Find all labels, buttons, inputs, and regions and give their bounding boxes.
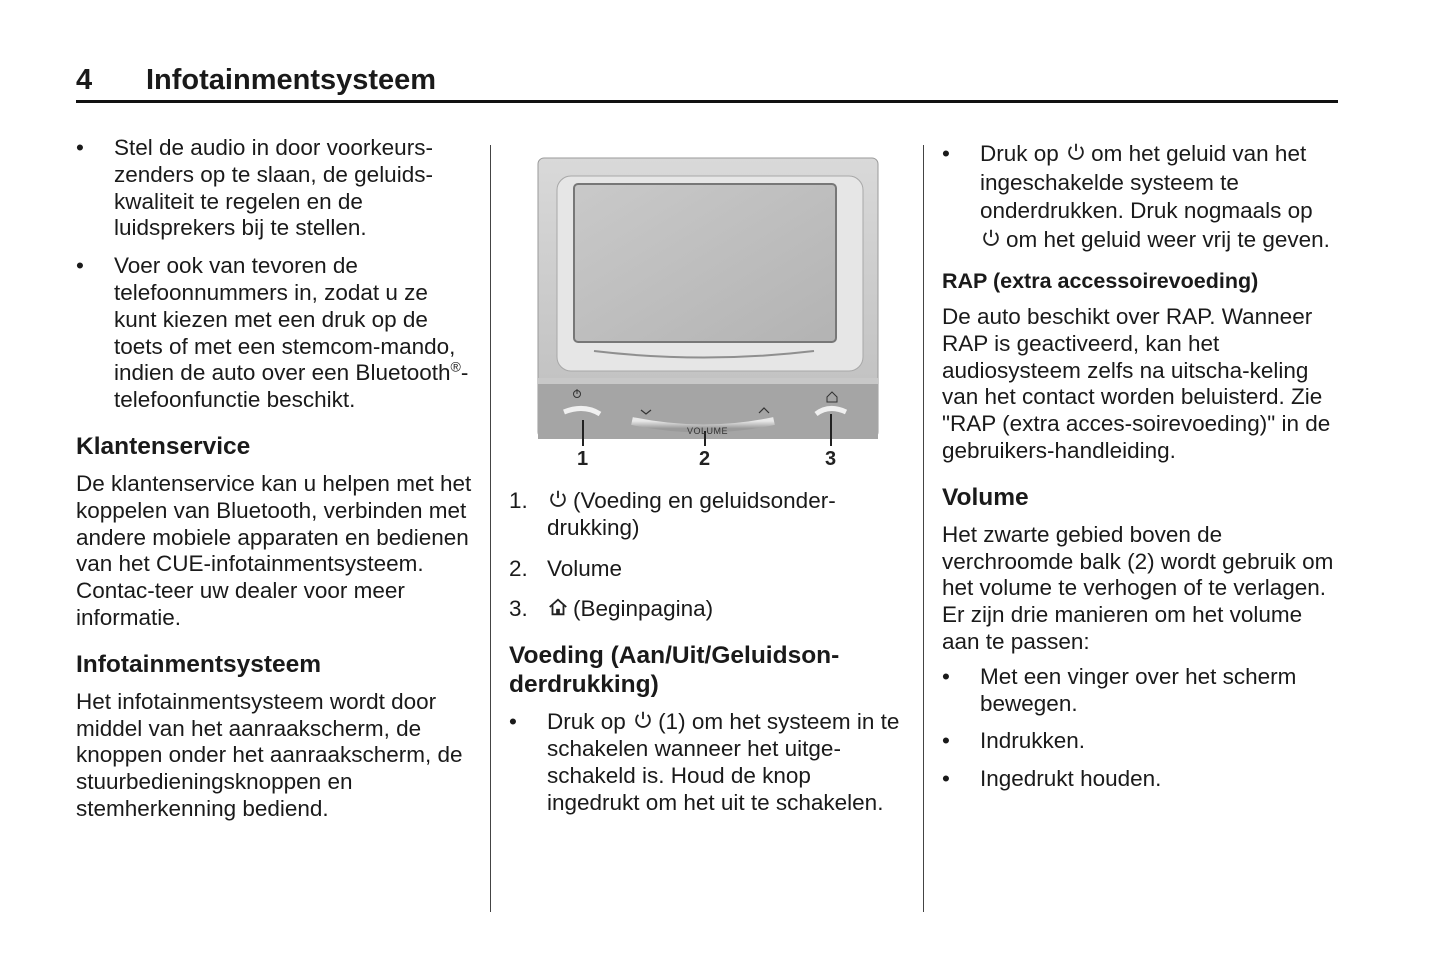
power-icon — [980, 227, 1002, 249]
list-item — [942, 140, 1342, 254]
column-3 — [942, 140, 1342, 804]
list-number: 3. — [509, 596, 528, 622]
list-item-text: Druk op — [980, 141, 1059, 166]
list-number: 2. — [509, 555, 528, 581]
list-item-text: Met een vinger over het scherm bewegen. — [980, 663, 1297, 716]
callout-3: 3 — [825, 448, 837, 470]
section-title-klantenservice: Klantenservice — [76, 432, 251, 460]
list-item-text: Volume — [547, 555, 623, 581]
list-item — [509, 556, 909, 583]
column-2 — [509, 140, 909, 827]
list-item — [942, 728, 1342, 755]
section-text-klantenservice: De klantenservice kan u helpen met het koppelen van Bluetooth, verbinden met andere mobiele apparaten en bedienen van het CUE-infotainmentsysteem. Contac-teer uw dealer voor meer informatie. — [76, 470, 472, 630]
list-item — [509, 596, 909, 623]
page-number: 4 — [76, 64, 93, 96]
page-title: Infotainmentsysteem — [146, 64, 437, 96]
section-text-infotainment: Het infotainmentsysteem wordt door middel van het aanraakscherm, de knoppen onder het aanraakscherm, de stuurbedieningsknoppen en stemherkenning bediend. — [76, 688, 463, 821]
list-item-text: om het geluid van het ingeschakelde systeem te onderdrukken. Druk nogmaals op — [980, 141, 1313, 223]
infotainment-panel-figure — [524, 156, 884, 476]
section-title-rap: RAP (extra accessoirevoeding) — [942, 269, 1259, 293]
registered-mark: ® — [450, 358, 461, 375]
list-item — [509, 488, 909, 542]
section-title-infotainment: Infotainmentsysteem — [76, 650, 322, 678]
list-item-text: Indrukken. — [980, 728, 1086, 754]
section-text-volume: Het zwarte gebied boven de verchroomde balk (2) wordt gebruik om het volume te verhogen of te verlagen. Er zijn drie manieren om het volume aan te passen: — [942, 521, 1334, 654]
power-icon — [632, 709, 654, 731]
callout-2: 2 — [699, 448, 711, 470]
list-item-text: (1) om het systeem in te schakelen wanneer het uitge-schakeld is. Houd de knop ingedrukt om het uit te schakelen. — [547, 709, 900, 815]
list-item — [942, 664, 1342, 718]
list-item-text: om het geluid weer vrij te geven. — [1006, 226, 1330, 252]
list-item-text: (Voeding en geluidsonder-drukking) — [547, 488, 836, 540]
list-item — [76, 135, 476, 242]
list-item-text: Ingedrukt houden. — [980, 766, 1162, 792]
list-item — [942, 766, 1342, 793]
list-item-text: -telefoonfunctie beschikt. — [114, 360, 469, 413]
column-1 — [76, 135, 476, 831]
list-number: 1. — [509, 488, 528, 513]
section-text-rap: De auto beschikt over RAP. Wanneer RAP is geactiveerd, kan het audiosysteem zelfs na uitscha-keling van het contact worden beluisterd. Zie "RAP (extra acces-soirevoeding)" in de gebruikers-handleiding. — [942, 304, 1331, 463]
list-item-text: Voer ook van tevoren de telefoonnummers in, zodat u ze kunt kiezen met een druk op de toets of met een stemcom-mando, indien de auto over een Bluetooth — [114, 253, 456, 386]
power-icon — [1065, 141, 1087, 163]
list-item-text: (Beginpagina) — [573, 596, 714, 622]
list-item — [76, 253, 476, 414]
callout-1: 1 — [577, 448, 589, 470]
list-item-text: Druk op — [547, 709, 626, 735]
home-icon — [547, 596, 569, 618]
power-icon — [547, 488, 569, 510]
column-divider-2 — [923, 145, 924, 912]
list-item — [509, 709, 909, 816]
column-divider-1 — [490, 145, 491, 912]
page-header — [76, 62, 1338, 103]
list-item-text: Stel de audio in door voorkeurs-zenders op te slaan, de geluids-kwaliteit te regelen en de luidsprekers bij te stellen. — [114, 135, 433, 241]
section-title-volume: Volume — [942, 483, 1029, 511]
volume-bar-label: VOLUME — [687, 426, 729, 436]
section-title-voeding: Voeding (Aan/Uit/Geluidson-derdrukking) — [509, 642, 840, 699]
